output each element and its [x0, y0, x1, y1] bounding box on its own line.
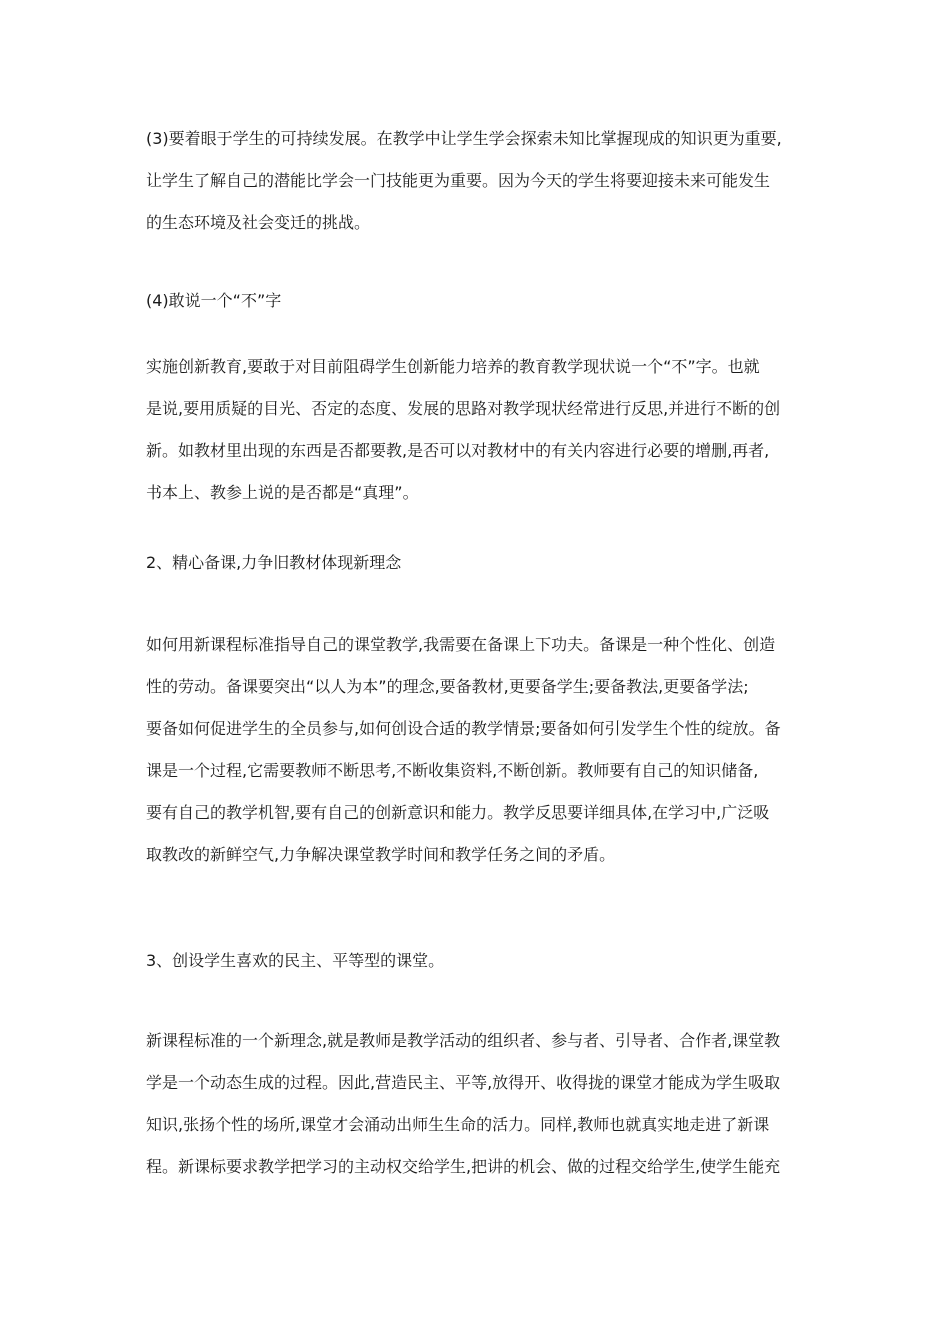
heading-democratic-classroom [146, 940, 810, 982]
paragraph-innovation-education [146, 346, 810, 514]
text-line: 学是一个动态生成的过程。因此,营造民主、平等,放得开、收得拢的课堂才能成为学生吸取 [146, 1073, 781, 1092]
heading-dare-to-say-no [146, 280, 810, 322]
text-line: 实施创新教育,要敢于对目前阻碍学生创新能力培养的教育教学现状说一个“不”字。也就 [146, 357, 760, 376]
text-line: 3、创设学生喜欢的民主、平等型的课堂。 [146, 951, 445, 970]
heading-lesson-preparation [146, 542, 810, 584]
text-line: (4)敢说一个“不”字 [146, 291, 282, 310]
text-line: 如何用新课程标准指导自己的课堂教学,我需要在备课上下功夫。备课是一种个性化、创造 [146, 635, 776, 654]
text-line: 书本上、教参上说的是否都是“真理”。 [146, 483, 419, 502]
text-line: 新。如教材里出现的东西是否都要教,是否可以对教材中的有关内容进行必要的增删,再者, [146, 441, 770, 460]
text-line: 课是一个过程,它需要教师不断思考,不断收集资料,不断创新。教师要有自己的知识储备, [146, 761, 759, 780]
paragraph-sustainable-development [146, 118, 810, 244]
text-line: 性的劳动。备课要突出“以人为本”的理念,要备教材,更要备学生;要备教法,更要备学法; [146, 677, 749, 696]
text-line: (3)要着眼于学生的可持续发展。在教学中让学生学会探索未知比掌握现成的知识更为重要, [146, 129, 782, 148]
text-line: 知识,张扬个性的场所,课堂才会涌动出师生生命的活力。同样,教师也就真实地走进了新课 [146, 1115, 770, 1134]
text-line: 程。新课标要求教学把学习的主动权交给学生,把讲的机会、做的过程交给学生,使学生能充 [146, 1157, 781, 1176]
text-line: 2、精心备课,力争旧教材体现新理念 [146, 553, 402, 572]
text-line: 取教改的新鲜空气,力争解决课堂教学时间和教学任务之间的矛盾。 [146, 845, 616, 864]
text-line: 让学生了解自己的潜能比学会一门技能更为重要。因为今天的学生将要迎接未来可能发生 [146, 171, 771, 190]
paragraph-lesson-preparation [146, 624, 810, 876]
text-line: 是说,要用质疑的目光、否定的态度、发展的思路对教学现状经常进行反思,并进行不断的创 [146, 399, 781, 418]
text-line: 要备如何促进学生的全员参与,如何创设合适的教学情景;要备如何引发学生个性的绽放。备 [146, 719, 781, 738]
text-line: 新课程标准的一个新理念,就是教师是教学活动的组织者、参与者、引导者、合作者,课堂教 [146, 1031, 781, 1050]
text-line: 的生态环境及社会变迁的挑战。 [146, 213, 371, 232]
paragraph-new-curriculum [146, 1020, 810, 1188]
text-line: 要有自己的教学机智,要有自己的创新意识和能力。教学反思要详细具体,在学习中,广泛吸 [146, 803, 770, 822]
